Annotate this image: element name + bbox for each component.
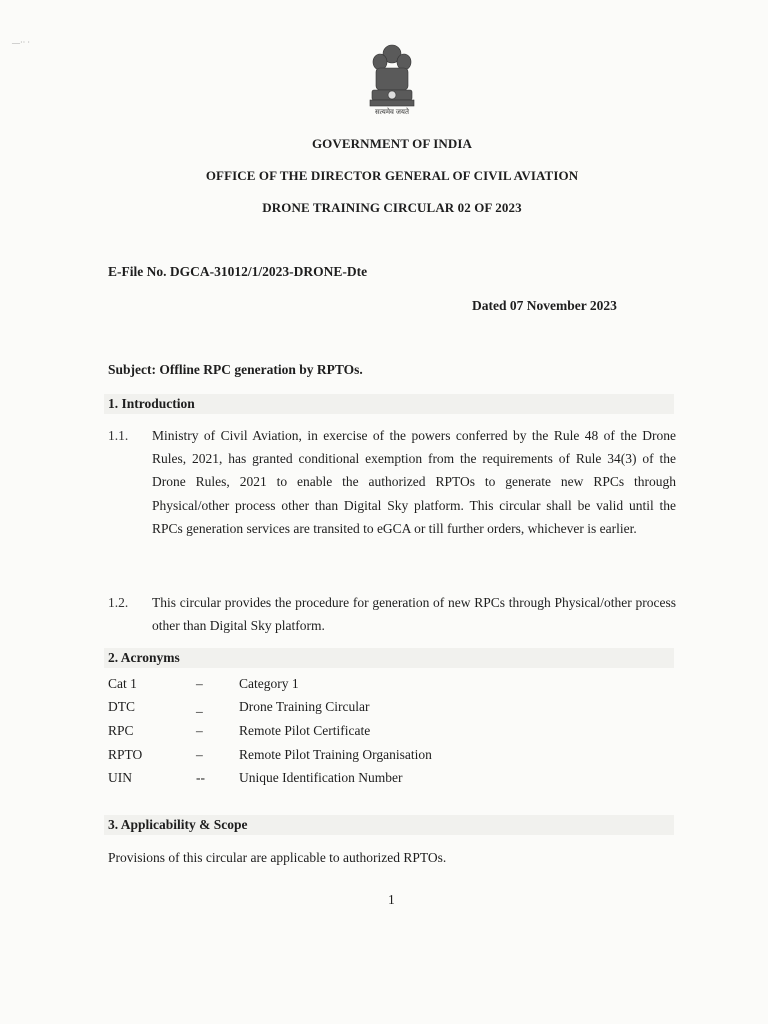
- acronym-row: [108, 699, 508, 717]
- section-heading-acronyms: 2. Acronyms: [108, 650, 180, 665]
- acronym-sep: --: [196, 770, 205, 785]
- acronym-row: [108, 770, 508, 788]
- header-government: GOVERNMENT OF INDIA: [311, 136, 473, 151]
- acronym-abbr: RPC: [108, 723, 134, 738]
- acronym-abbr: RPTO: [108, 747, 143, 762]
- acronym-full: Remote Pilot Certificate: [239, 723, 371, 738]
- scan-artifact: —·· ·: [12, 38, 30, 47]
- header-office: OFFICE OF THE DIRECTOR GENERAL OF CIVIL AVIATION: [205, 168, 579, 183]
- emblem-motto: सत्यमेव जयते: [375, 108, 409, 116]
- acronym-abbr: UIN: [108, 770, 132, 785]
- acronym-abbr: Cat 1: [108, 676, 137, 691]
- scope-text: Provisions of this circular are applicable to authorized RPTOs.: [108, 850, 447, 865]
- acronym-sep: –: [196, 676, 203, 691]
- acronym-row: [108, 747, 508, 765]
- acronym-full: Remote Pilot Training Organisation: [239, 747, 432, 762]
- paragraph-number: 1.2.: [108, 595, 129, 610]
- acronym-row: [108, 723, 508, 741]
- acronym-sep: –: [196, 723, 203, 738]
- paragraph-1-1: Ministry of Civil Aviation, in exercise of the powers conferred by the Rule 48 of the Drone Rules, 2021, has granted conditional exemption from the requirements of Rule 34(3) of the Drone Rules, 2021 to enable the authorized RPTOs to generate new RPCs through Physical/other process other than Digital Sky platform. This circular shall be valid until the RPCs generation services are transited to eGCA or till further orders, whichever is earlier.: [152, 428, 676, 536]
- acronym-sep: –: [196, 747, 203, 762]
- section-heading-scope: 3. Applicability & Scope: [108, 817, 248, 832]
- page-number: 1: [388, 892, 395, 907]
- section-heading-introduction: 1. Introduction: [108, 396, 195, 411]
- acronym-full: Category 1: [239, 676, 299, 691]
- heading-shade: [104, 648, 674, 668]
- acronym-abbr: DTC: [108, 699, 135, 714]
- date-line: Dated 07 November 2023: [472, 298, 617, 313]
- header-circular-title: DRONE TRAINING CIRCULAR 02 OF 2023: [262, 200, 522, 215]
- acronym-full: Drone Training Circular: [239, 699, 370, 714]
- paragraph-number: 1.1.: [108, 428, 129, 443]
- acronym-full: Unique Identification Number: [239, 770, 403, 785]
- efile-number: E-File No. DGCA-31012/1/2023-DRONE-Dte: [108, 264, 368, 279]
- acronym-sep: _: [196, 699, 203, 714]
- subject-line: Subject: Offline RPC generation by RPTOs.: [108, 362, 363, 377]
- acronym-row: [108, 676, 508, 694]
- paragraph-1-2: This circular provides the procedure for generation of new RPCs through Physical/other process other than Digital Sky platform.: [152, 595, 676, 634]
